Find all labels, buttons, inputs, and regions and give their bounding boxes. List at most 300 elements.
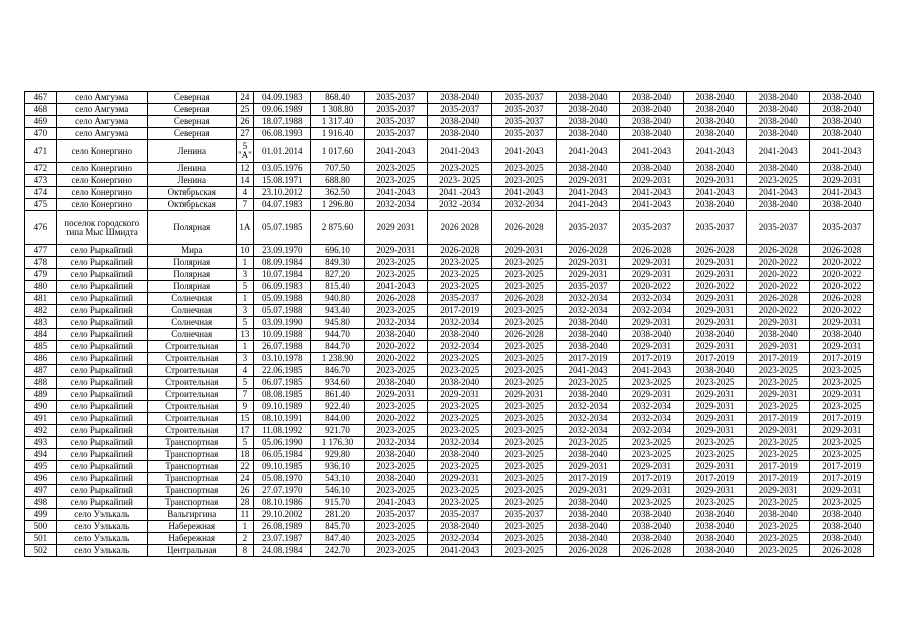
cell-period-4: 2041-2043	[556, 140, 619, 163]
cell-period-4: 2038-2040	[556, 389, 619, 401]
cell-area: 846.70	[311, 365, 364, 377]
cell-period-1: 2020-2022	[364, 413, 427, 425]
cell-commissioning-date: 06.08.1993	[254, 128, 311, 140]
cell-period-7: 2041-2043	[747, 140, 810, 163]
cell-area: 281.20	[311, 509, 364, 521]
cell-period-8: 2017-2019	[810, 413, 874, 425]
cell-house-number: 8	[236, 545, 253, 557]
cell-period-3: 2029-2031	[492, 389, 556, 401]
cell-row-number: 472	[25, 163, 57, 175]
cell-period-4: 2017-2019	[556, 473, 619, 485]
cell-period-3: 2023-2025	[492, 305, 556, 317]
cell-house-number: 4	[236, 365, 253, 377]
cell-settlement: село Рыркайпий	[56, 401, 147, 413]
cell-period-4: 2038-2040	[556, 341, 619, 353]
cell-settlement: село Уэлькаль	[56, 521, 147, 533]
cell-row-number: 483	[25, 317, 57, 329]
cell-period-6: 2038-2040	[683, 199, 746, 211]
cell-period-1: 2023-2025	[364, 365, 427, 377]
cell-period-2: 2023- 2025	[427, 175, 491, 187]
table-row	[25, 199, 874, 211]
cell-area: 1 296.80	[311, 199, 364, 211]
cell-period-2: 2023-2025	[427, 257, 491, 269]
cell-commissioning-date: 09.10.1985	[254, 461, 311, 473]
cell-period-1: 2023-2025	[364, 521, 427, 533]
table-row	[25, 377, 874, 389]
cell-row-number: 493	[25, 437, 57, 449]
cell-settlement: село Уэлькаль	[56, 533, 147, 545]
cell-period-5: 2023-2025	[620, 437, 683, 449]
cell-period-6: 2029-2031	[683, 317, 746, 329]
cell-commissioning-date: 05.09.1988	[254, 293, 311, 305]
cell-house-number: 1	[236, 293, 253, 305]
cell-row-number: 474	[25, 187, 57, 199]
cell-street: Октябрьская	[147, 199, 236, 211]
cell-period-5: 2026-2028	[620, 245, 683, 257]
cell-period-2: 2038-2040	[427, 116, 491, 128]
cell-period-3: 2023-2025	[492, 461, 556, 473]
cell-commissioning-date: 23.07.1987	[254, 533, 311, 545]
table-row	[25, 437, 874, 449]
table-row	[25, 353, 874, 365]
cell-street: Северная	[147, 128, 236, 140]
cell-area: 1 176.30	[311, 437, 364, 449]
cell-commissioning-date: 26.07.1988	[254, 341, 311, 353]
cell-period-4: 2038-2040	[556, 163, 619, 175]
cell-period-5: 2020-2022	[620, 281, 683, 293]
table-row	[25, 269, 874, 281]
table-row	[25, 329, 874, 341]
cell-period-2: 2032-2034	[427, 341, 491, 353]
cell-period-7: 2020-2022	[747, 281, 810, 293]
cell-house-number: 7	[236, 199, 253, 211]
cell-house-number: 12	[236, 163, 253, 175]
cell-period-8: 2035-2037	[810, 211, 874, 245]
cell-street: Строительная	[147, 377, 236, 389]
cell-period-3: 2023-2025	[492, 425, 556, 437]
cell-period-3: 2023-2025	[492, 341, 556, 353]
cell-period-3: 2035-2037	[492, 116, 556, 128]
cell-row-number: 482	[25, 305, 57, 317]
cell-street: Строительная	[147, 389, 236, 401]
cell-period-5: 2035-2037	[620, 211, 683, 245]
cell-period-7: 2038-2040	[747, 509, 810, 521]
cell-row-number: 481	[25, 293, 57, 305]
table-row	[25, 293, 874, 305]
cell-period-3: 2023-2025	[492, 269, 556, 281]
cell-period-3: 2026-2028	[492, 329, 556, 341]
cell-period-6: 2029-2031	[683, 269, 746, 281]
cell-row-number: 501	[25, 533, 57, 545]
cell-commissioning-date: 05.07.1988	[254, 305, 311, 317]
cell-period-3: 2035-2037	[492, 128, 556, 140]
cell-period-6: 2038-2040	[683, 104, 746, 116]
cell-street: Северная	[147, 104, 236, 116]
cell-period-1: 2023-2025	[364, 257, 427, 269]
cell-house-number: 24	[236, 473, 253, 485]
cell-period-3: 2041-2043	[492, 140, 556, 163]
cell-period-4: 2041-2043	[556, 187, 619, 199]
cell-period-1: 2023-2025	[364, 269, 427, 281]
cell-period-1: 2032-2034	[364, 437, 427, 449]
cell-area: 827.20	[311, 269, 364, 281]
cell-period-3: 2032-2034	[492, 199, 556, 211]
cell-period-5: 2029-2031	[620, 389, 683, 401]
cell-street: Строительная	[147, 401, 236, 413]
cell-house-number: 5 "А"	[236, 140, 253, 163]
cell-settlement: село Рыркайпий	[56, 341, 147, 353]
cell-period-3: 2023-2025	[492, 497, 556, 509]
cell-street: Северная	[147, 116, 236, 128]
cell-commissioning-date: 06.09.1983	[254, 281, 311, 293]
cell-period-5: 2026-2028	[620, 545, 683, 557]
cell-commissioning-date: 26.08.1989	[254, 521, 311, 533]
cell-period-1: 2038-2040	[364, 473, 427, 485]
cell-row-number: 489	[25, 389, 57, 401]
cell-period-1: 2023-2025	[364, 401, 427, 413]
cell-area: 2 875.60	[311, 211, 364, 245]
cell-house-number: 5	[236, 317, 253, 329]
cell-period-6: 2029-2031	[683, 389, 746, 401]
cell-period-7: 2020-2022	[747, 305, 810, 317]
cell-period-6: 2038-2040	[683, 163, 746, 175]
cell-street: Центральная	[147, 545, 236, 557]
cell-period-8: 2029-2031	[810, 317, 874, 329]
cell-house-number: 5	[236, 377, 253, 389]
cell-period-7: 2020-2022	[747, 269, 810, 281]
table-row	[25, 140, 874, 163]
cell-period-8: 2029-2031	[810, 389, 874, 401]
cell-street: Строительная	[147, 413, 236, 425]
cell-period-1: 2041-2043	[364, 140, 427, 163]
table-row	[25, 341, 874, 353]
cell-commissioning-date: 05.07.1985	[254, 211, 311, 245]
table-row	[25, 281, 874, 293]
cell-row-number: 499	[25, 509, 57, 521]
cell-row-number: 498	[25, 497, 57, 509]
cell-street: Набережная	[147, 521, 236, 533]
cell-period-5: 2038-2040	[620, 104, 683, 116]
cell-area: 1 238.90	[311, 353, 364, 365]
cell-period-2: 2023-2025	[427, 497, 491, 509]
cell-house-number: 4	[236, 187, 253, 199]
cell-period-7: 2023-2025	[747, 545, 810, 557]
cell-row-number: 469	[25, 116, 57, 128]
cell-street: Солнечная	[147, 293, 236, 305]
cell-period-1: 2023-2025	[364, 533, 427, 545]
cell-street: Мира	[147, 245, 236, 257]
cell-area: 1 317.40	[311, 116, 364, 128]
cell-settlement: село Рыркайпий	[56, 389, 147, 401]
cell-house-number: 3	[236, 305, 253, 317]
cell-period-1: 2023-2025	[364, 461, 427, 473]
cell-row-number: 476	[25, 211, 57, 245]
cell-period-2: 2032-2034	[427, 437, 491, 449]
cell-area: 936.10	[311, 461, 364, 473]
cell-area: 868.40	[311, 92, 364, 104]
cell-area: 847.40	[311, 533, 364, 545]
cell-period-5: 2023-2025	[620, 377, 683, 389]
cell-period-1: 2023-2025	[364, 305, 427, 317]
cell-period-1: 2038-2040	[364, 377, 427, 389]
cell-settlement: село Конергино	[56, 199, 147, 211]
cell-period-1: 2041-2043	[364, 187, 427, 199]
cell-period-1: 2023-2025	[364, 425, 427, 437]
cell-area: 1 308.80	[311, 104, 364, 116]
cell-area: 546.10	[311, 485, 364, 497]
cell-row-number: 495	[25, 461, 57, 473]
cell-settlement: село Рыркайпий	[56, 377, 147, 389]
cell-settlement: село Конергино	[56, 175, 147, 187]
table-body	[25, 92, 874, 557]
cell-period-6: 2038-2040	[683, 533, 746, 545]
cell-period-6: 2029-2031	[683, 413, 746, 425]
table-row	[25, 521, 874, 533]
cell-settlement: село Рыркайпий	[56, 497, 147, 509]
cell-period-4: 2041-2043	[556, 199, 619, 211]
table-row	[25, 485, 874, 497]
cell-period-4: 2029-2031	[556, 269, 619, 281]
cell-period-6: 2038-2040	[683, 545, 746, 557]
cell-period-8: 2038-2040	[810, 199, 874, 211]
cell-commissioning-date: 04.07.1983	[254, 199, 311, 211]
cell-period-3: 2023-2025	[492, 163, 556, 175]
cell-commissioning-date: 05.08.1970	[254, 473, 311, 485]
cell-period-1: 2023-2025	[364, 163, 427, 175]
cell-commissioning-date: 08.08.1985	[254, 389, 311, 401]
cell-area: 688.80	[311, 175, 364, 187]
cell-period-3: 2023-2025	[492, 545, 556, 557]
cell-street: Строительная	[147, 425, 236, 437]
cell-settlement: село Рыркайпий	[56, 485, 147, 497]
cell-street: Солнечная	[147, 305, 236, 317]
table-row	[25, 449, 874, 461]
cell-commissioning-date: 27.07.1970	[254, 485, 311, 497]
cell-row-number: 487	[25, 365, 57, 377]
cell-period-2: 2038-2040	[427, 449, 491, 461]
cell-period-4: 2041-2043	[556, 365, 619, 377]
cell-period-5: 2029-2031	[620, 269, 683, 281]
cell-period-4: 2035-2037	[556, 211, 619, 245]
cell-period-3: 2023-2025	[492, 521, 556, 533]
cell-period-5: 2029-2031	[620, 257, 683, 269]
cell-row-number: 490	[25, 401, 57, 413]
cell-commissioning-date: 06.07.1985	[254, 377, 311, 389]
cell-period-3: 2023-2025	[492, 401, 556, 413]
cell-period-2: 2023-2025	[427, 425, 491, 437]
cell-commissioning-date: 04.09.1983	[254, 92, 311, 104]
cell-house-number: 11	[236, 509, 253, 521]
cell-period-7: 2023-2025	[747, 449, 810, 461]
cell-period-8: 2038-2040	[810, 92, 874, 104]
cell-period-2: 2041 -2043	[427, 187, 491, 199]
cell-period-7: 2038-2040	[747, 199, 810, 211]
cell-period-8: 2029-2031	[810, 425, 874, 437]
cell-period-5: 2032-2034	[620, 305, 683, 317]
cell-period-6: 2038-2040	[683, 509, 746, 521]
cell-period-4: 2038-2040	[556, 92, 619, 104]
cell-period-2: 2038-2040	[427, 377, 491, 389]
cell-period-1: 2029 2031	[364, 211, 427, 245]
cell-settlement: село Рыркайпий	[56, 449, 147, 461]
cell-street: Транспортная	[147, 461, 236, 473]
table-row	[25, 116, 874, 128]
cell-row-number: 494	[25, 449, 57, 461]
cell-period-2: 2023-2025	[427, 413, 491, 425]
cell-period-3: 2026-2028	[492, 211, 556, 245]
cell-street: Строительная	[147, 341, 236, 353]
cell-period-6: 2038-2040	[683, 116, 746, 128]
cell-settlement: село Рыркайпий	[56, 281, 147, 293]
table-row	[25, 187, 874, 199]
housing-schedule-table	[24, 91, 874, 557]
cell-period-2: 2023-2025	[427, 163, 491, 175]
cell-area: 922.40	[311, 401, 364, 413]
cell-period-1: 2020-2022	[364, 353, 427, 365]
cell-period-6: 2029-2031	[683, 257, 746, 269]
cell-house-number: 9	[236, 401, 253, 413]
table-row	[25, 305, 874, 317]
cell-commissioning-date: 01.01.2014	[254, 140, 311, 163]
cell-row-number: 491	[25, 413, 57, 425]
cell-period-4: 2038-2040	[556, 128, 619, 140]
cell-period-6: 2035-2037	[683, 211, 746, 245]
table-row	[25, 128, 874, 140]
cell-row-number: 485	[25, 341, 57, 353]
cell-period-4: 2032-2034	[556, 413, 619, 425]
cell-period-1: 2038-2040	[364, 329, 427, 341]
cell-period-3: 2023-2025	[492, 257, 556, 269]
cell-period-7: 2017-2019	[747, 413, 810, 425]
cell-period-7: 2029-2031	[747, 485, 810, 497]
cell-street: Ленина	[147, 140, 236, 163]
cell-period-2: 2023-2025	[427, 269, 491, 281]
cell-period-5: 2029-2031	[620, 341, 683, 353]
cell-area: 1 916.40	[311, 128, 364, 140]
cell-house-number: 26	[236, 485, 253, 497]
cell-period-5: 2032-2034	[620, 425, 683, 437]
cell-area: 1 017.60	[311, 140, 364, 163]
cell-period-4: 2032-2034	[556, 401, 619, 413]
cell-house-number: 1	[236, 257, 253, 269]
cell-settlement: село Рыркайпий	[56, 425, 147, 437]
cell-period-2: 2023-2025	[427, 401, 491, 413]
table-row	[25, 497, 874, 509]
cell-commissioning-date: 10.09.1988	[254, 329, 311, 341]
table-row	[25, 365, 874, 377]
cell-row-number: 479	[25, 269, 57, 281]
cell-settlement: село Амгуэма	[56, 104, 147, 116]
cell-period-6: 2029-2031	[683, 305, 746, 317]
cell-commissioning-date: 08.10.1986	[254, 497, 311, 509]
cell-period-3: 2023-2025	[492, 377, 556, 389]
cell-house-number: 1	[236, 521, 253, 533]
cell-period-8: 2023-2025	[810, 377, 874, 389]
cell-period-4: 2029-2031	[556, 257, 619, 269]
cell-period-4: 2029-2031	[556, 175, 619, 187]
table-row	[25, 389, 874, 401]
cell-period-2: 2032-2034	[427, 533, 491, 545]
cell-area: 849.30	[311, 257, 364, 269]
table-row	[25, 545, 874, 557]
cell-period-4: 2026-2028	[556, 545, 619, 557]
cell-period-4: 2038-2040	[556, 533, 619, 545]
cell-period-8: 2023-2025	[810, 437, 874, 449]
cell-settlement: село Конергино	[56, 187, 147, 199]
cell-period-8: 2023-2025	[810, 449, 874, 461]
cell-settlement: село Рыркайпий	[56, 257, 147, 269]
cell-period-7: 2038-2040	[747, 104, 810, 116]
cell-settlement: село Амгуэма	[56, 92, 147, 104]
cell-period-2: 2032-2034	[427, 317, 491, 329]
cell-house-number: 5	[236, 437, 253, 449]
cell-period-1: 2038-2040	[364, 449, 427, 461]
table-row	[25, 401, 874, 413]
cell-period-4: 2023-2025	[556, 377, 619, 389]
cell-period-1: 2035-2037	[364, 509, 427, 521]
cell-period-8: 2038-2040	[810, 521, 874, 533]
cell-settlement: село Уэлькаль	[56, 545, 147, 557]
cell-period-8: 2038-2040	[810, 533, 874, 545]
table-row	[25, 413, 874, 425]
cell-house-number: 27	[236, 128, 253, 140]
cell-period-8: 2026-2028	[810, 545, 874, 557]
cell-period-8: 2041-2043	[810, 187, 874, 199]
cell-period-5: 2038-2040	[620, 163, 683, 175]
cell-row-number: 473	[25, 175, 57, 187]
cell-period-5: 2032-2034	[620, 401, 683, 413]
cell-row-number: 496	[25, 473, 57, 485]
cell-commissioning-date: 06.05.1984	[254, 449, 311, 461]
cell-house-number: 5	[236, 281, 253, 293]
cell-period-6: 2038-2040	[683, 329, 746, 341]
cell-street: Солнечная	[147, 329, 236, 341]
cell-period-6: 2038-2040	[683, 365, 746, 377]
cell-street: Транспортная	[147, 485, 236, 497]
cell-settlement: село Рыркайпий	[56, 365, 147, 377]
cell-period-2: 2023-2025	[427, 353, 491, 365]
cell-period-4: 2038-2040	[556, 317, 619, 329]
cell-period-1: 2032-2034	[364, 199, 427, 211]
cell-period-6: 2029-2031	[683, 341, 746, 353]
cell-period-4: 2038-2040	[556, 509, 619, 521]
cell-street: Транспортная	[147, 449, 236, 461]
cell-house-number: 18	[236, 449, 253, 461]
cell-house-number: 1	[236, 341, 253, 353]
cell-house-number: 26	[236, 116, 253, 128]
cell-period-2: 2029-2031	[427, 473, 491, 485]
cell-settlement: село Рыркайпий	[56, 245, 147, 257]
cell-period-1: 2041-2043	[364, 497, 427, 509]
cell-period-2: 2026 2028	[427, 211, 491, 245]
cell-period-4: 2017-2019	[556, 353, 619, 365]
cell-period-7: 2023-2025	[747, 377, 810, 389]
cell-house-number: 22	[236, 461, 253, 473]
cell-period-8: 2020-2022	[810, 281, 874, 293]
cell-period-3: 2035-2037	[492, 509, 556, 521]
cell-area: 915.70	[311, 497, 364, 509]
cell-house-number: 1А	[236, 211, 253, 245]
cell-period-8: 2026-2028	[810, 245, 874, 257]
cell-house-number: 25	[236, 104, 253, 116]
cell-period-5: 2041-2043	[620, 365, 683, 377]
cell-period-7: 2020-2022	[747, 257, 810, 269]
cell-area: 934.60	[311, 377, 364, 389]
cell-period-6: 2038-2040	[683, 92, 746, 104]
cell-period-3: 2023-2025	[492, 281, 556, 293]
cell-area: 945.80	[311, 317, 364, 329]
cell-area: 940.80	[311, 293, 364, 305]
